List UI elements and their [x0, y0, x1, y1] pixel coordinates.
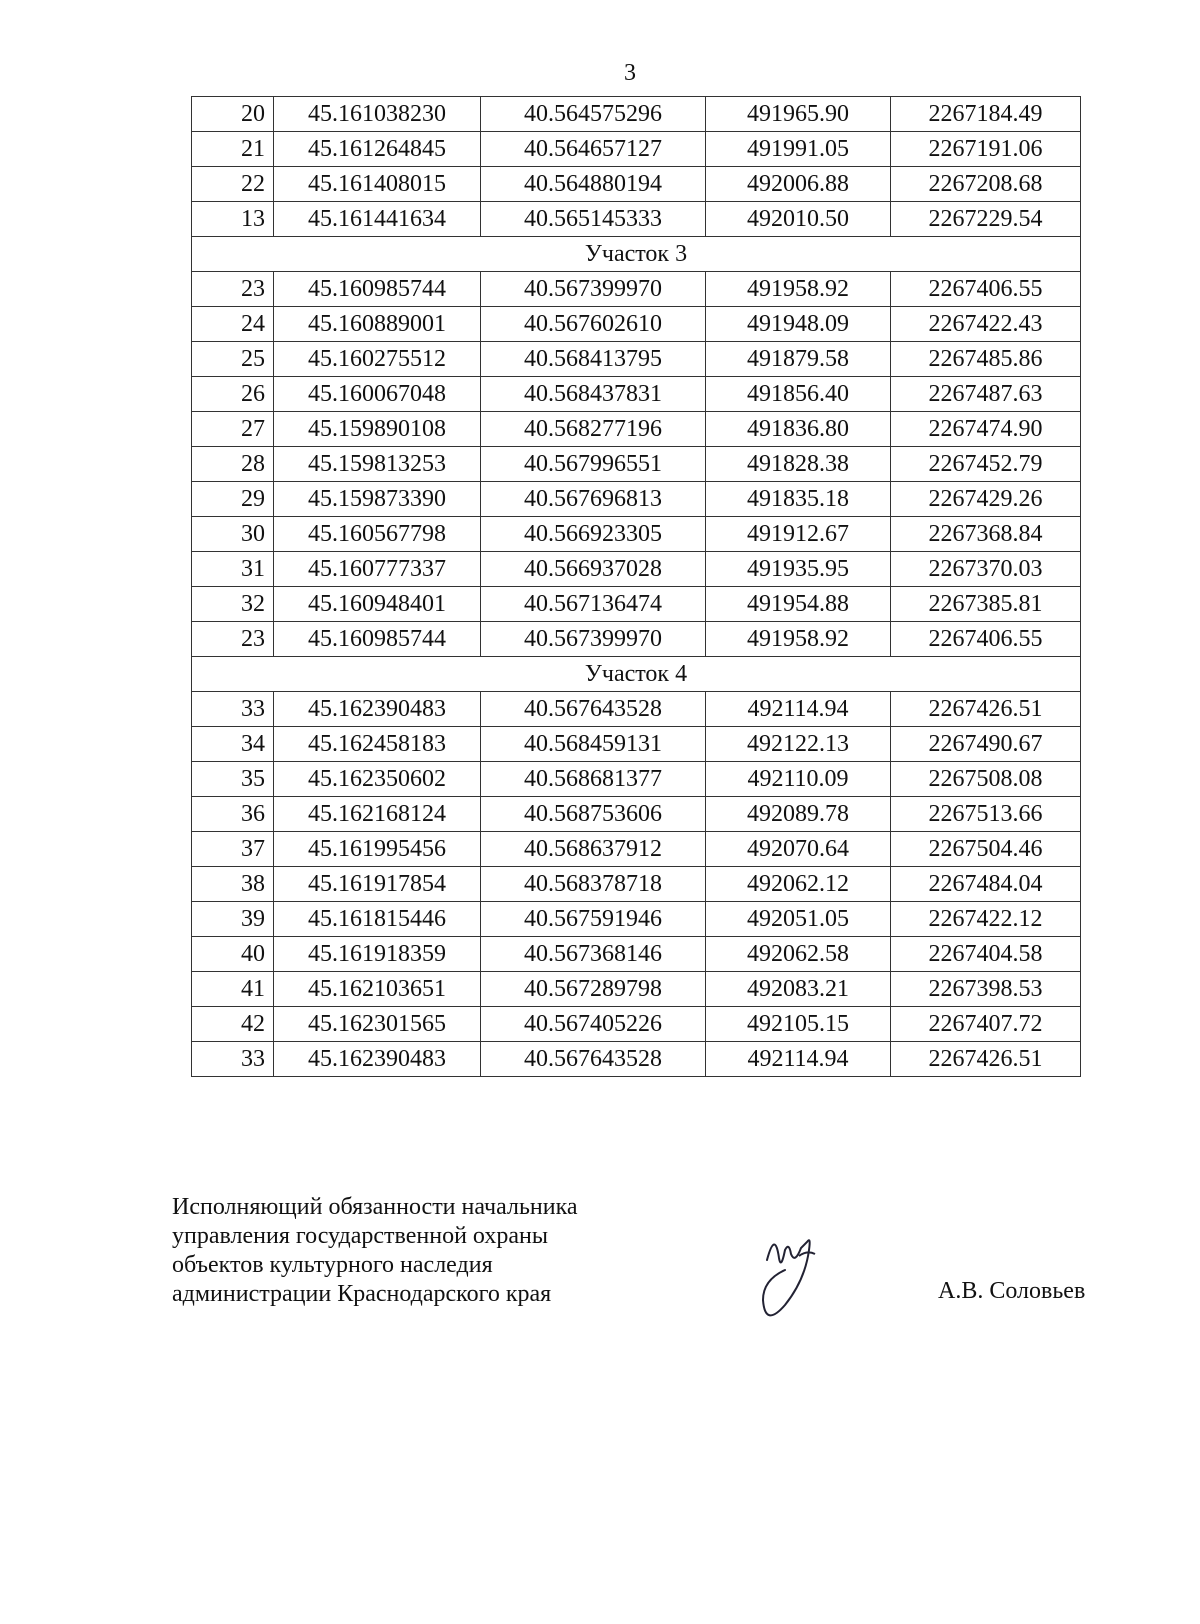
latitude: 45.159813253 [274, 447, 481, 482]
longitude: 40.567602610 [481, 307, 706, 342]
y-coordinate: 2267398.53 [891, 972, 1081, 1007]
section-header-row [192, 657, 1081, 692]
x-coordinate: 491836.80 [706, 412, 891, 447]
table-row [192, 1042, 1081, 1077]
longitude: 40.567996551 [481, 447, 706, 482]
table-row [192, 937, 1081, 972]
longitude: 40.566923305 [481, 517, 706, 552]
latitude: 45.160985744 [274, 622, 481, 657]
table-row [192, 447, 1081, 482]
point-number: 36 [192, 797, 274, 832]
longitude: 40.568459131 [481, 727, 706, 762]
y-coordinate: 2267422.43 [891, 307, 1081, 342]
latitude: 45.161264845 [274, 132, 481, 167]
table-row [192, 587, 1081, 622]
x-coordinate: 491991.05 [706, 132, 891, 167]
point-number: 29 [192, 482, 274, 517]
point-number: 21 [192, 132, 274, 167]
x-coordinate: 492062.58 [706, 937, 891, 972]
table-row [192, 97, 1081, 132]
longitude: 40.568277196 [481, 412, 706, 447]
table-row [192, 727, 1081, 762]
y-coordinate: 2267422.12 [891, 902, 1081, 937]
table-row [192, 832, 1081, 867]
y-coordinate: 2267385.81 [891, 587, 1081, 622]
longitude: 40.567643528 [481, 1042, 706, 1077]
longitude: 40.566937028 [481, 552, 706, 587]
point-number: 35 [192, 762, 274, 797]
latitude: 45.162103651 [274, 972, 481, 1007]
point-number: 38 [192, 867, 274, 902]
y-coordinate: 2267184.49 [891, 97, 1081, 132]
y-coordinate: 2267208.68 [891, 167, 1081, 202]
point-number: 30 [192, 517, 274, 552]
section-title: Участок 4 [192, 657, 1081, 692]
y-coordinate: 2267485.86 [891, 342, 1081, 377]
table-row [192, 867, 1081, 902]
latitude: 45.162350602 [274, 762, 481, 797]
longitude: 40.568437831 [481, 377, 706, 412]
y-coordinate: 2267452.79 [891, 447, 1081, 482]
latitude: 45.162301565 [274, 1007, 481, 1042]
section-title: Участок 3 [192, 237, 1081, 272]
longitude: 40.568681377 [481, 762, 706, 797]
point-number: 28 [192, 447, 274, 482]
latitude: 45.159873390 [274, 482, 481, 517]
point-number: 22 [192, 167, 274, 202]
latitude: 45.161038230 [274, 97, 481, 132]
position-line: администрации Краснодарского края [172, 1281, 552, 1307]
table-row [192, 1007, 1081, 1042]
x-coordinate: 491948.09 [706, 307, 891, 342]
table-row [192, 272, 1081, 307]
latitude: 45.161918359 [274, 937, 481, 972]
y-coordinate: 2267406.55 [891, 272, 1081, 307]
table-row [192, 972, 1081, 1007]
x-coordinate: 492051.05 [706, 902, 891, 937]
longitude: 40.567136474 [481, 587, 706, 622]
position-line: объектов культурного наследия [172, 1252, 493, 1278]
y-coordinate: 2267370.03 [891, 552, 1081, 587]
latitude: 45.159890108 [274, 412, 481, 447]
signer-name: А.В. Соловьев [938, 1278, 1086, 1304]
y-coordinate: 2267429.26 [891, 482, 1081, 517]
x-coordinate: 491965.90 [706, 97, 891, 132]
longitude: 40.567399970 [481, 622, 706, 657]
signature-position [172, 1193, 578, 1309]
x-coordinate: 492105.15 [706, 1007, 891, 1042]
table-row [192, 307, 1081, 342]
table-row [192, 622, 1081, 657]
latitude: 45.162390483 [274, 1042, 481, 1077]
latitude: 45.160275512 [274, 342, 481, 377]
table-row [192, 342, 1081, 377]
point-number: 37 [192, 832, 274, 867]
x-coordinate: 491856.40 [706, 377, 891, 412]
x-coordinate: 491958.92 [706, 272, 891, 307]
x-coordinate: 492070.64 [706, 832, 891, 867]
position-line: Исполняющий обязанности начальника [172, 1194, 578, 1220]
y-coordinate: 2267426.51 [891, 1042, 1081, 1077]
point-number: 20 [192, 97, 274, 132]
longitude: 40.564880194 [481, 167, 706, 202]
x-coordinate: 491879.58 [706, 342, 891, 377]
point-number: 23 [192, 622, 274, 657]
y-coordinate: 2267426.51 [891, 692, 1081, 727]
table-row [192, 902, 1081, 937]
x-coordinate: 491835.18 [706, 482, 891, 517]
x-coordinate: 491954.88 [706, 587, 891, 622]
point-number: 42 [192, 1007, 274, 1042]
table-row [192, 202, 1081, 237]
y-coordinate: 2267368.84 [891, 517, 1081, 552]
longitude: 40.564657127 [481, 132, 706, 167]
point-number: 33 [192, 692, 274, 727]
point-number: 40 [192, 937, 274, 972]
latitude: 45.161995456 [274, 832, 481, 867]
latitude: 45.160985744 [274, 272, 481, 307]
table-row [192, 762, 1081, 797]
longitude: 40.568413795 [481, 342, 706, 377]
longitude: 40.564575296 [481, 97, 706, 132]
latitude: 45.160889001 [274, 307, 481, 342]
longitude: 40.567591946 [481, 902, 706, 937]
longitude: 40.568753606 [481, 797, 706, 832]
longitude: 40.567368146 [481, 937, 706, 972]
longitude: 40.567289798 [481, 972, 706, 1007]
point-number: 25 [192, 342, 274, 377]
table-row [192, 797, 1081, 832]
longitude: 40.568378718 [481, 867, 706, 902]
point-number: 27 [192, 412, 274, 447]
table-row [192, 412, 1081, 447]
x-coordinate: 491935.95 [706, 552, 891, 587]
latitude: 45.160567798 [274, 517, 481, 552]
latitude: 45.162390483 [274, 692, 481, 727]
y-coordinate: 2267407.72 [891, 1007, 1081, 1042]
table-row [192, 167, 1081, 202]
y-coordinate: 2267504.46 [891, 832, 1081, 867]
point-number: 39 [192, 902, 274, 937]
y-coordinate: 2267229.54 [891, 202, 1081, 237]
x-coordinate: 492114.94 [706, 1042, 891, 1077]
point-number: 33 [192, 1042, 274, 1077]
latitude: 45.161815446 [274, 902, 481, 937]
x-coordinate: 492006.88 [706, 167, 891, 202]
y-coordinate: 2267191.06 [891, 132, 1081, 167]
point-number: 31 [192, 552, 274, 587]
position-line: управления государственной охраны [172, 1223, 548, 1249]
latitude: 45.160948401 [274, 587, 481, 622]
latitude: 45.160067048 [274, 377, 481, 412]
latitude: 45.162168124 [274, 797, 481, 832]
latitude: 45.162458183 [274, 727, 481, 762]
latitude: 45.161917854 [274, 867, 481, 902]
point-number: 41 [192, 972, 274, 1007]
handwritten-signature [755, 1220, 845, 1330]
x-coordinate: 492062.12 [706, 867, 891, 902]
x-coordinate: 492010.50 [706, 202, 891, 237]
y-coordinate: 2267404.58 [891, 937, 1081, 972]
longitude: 40.568637912 [481, 832, 706, 867]
point-number: 26 [192, 377, 274, 412]
x-coordinate: 492114.94 [706, 692, 891, 727]
x-coordinate: 492083.21 [706, 972, 891, 1007]
latitude: 45.161408015 [274, 167, 481, 202]
coordinates-table [191, 96, 1081, 1077]
x-coordinate: 492122.13 [706, 727, 891, 762]
latitude: 45.161441634 [274, 202, 481, 237]
point-number: 13 [192, 202, 274, 237]
y-coordinate: 2267487.63 [891, 377, 1081, 412]
y-coordinate: 2267484.04 [891, 867, 1081, 902]
x-coordinate: 491958.92 [706, 622, 891, 657]
table-row [192, 552, 1081, 587]
longitude: 40.567405226 [481, 1007, 706, 1042]
x-coordinate: 491828.38 [706, 447, 891, 482]
point-number: 24 [192, 307, 274, 342]
longitude: 40.567696813 [481, 482, 706, 517]
table-row [192, 132, 1081, 167]
y-coordinate: 2267406.55 [891, 622, 1081, 657]
latitude: 45.160777337 [274, 552, 481, 587]
point-number: 32 [192, 587, 274, 622]
longitude: 40.565145333 [481, 202, 706, 237]
table-row [192, 517, 1081, 552]
section-header-row [192, 237, 1081, 272]
x-coordinate: 492110.09 [706, 762, 891, 797]
x-coordinate: 492089.78 [706, 797, 891, 832]
longitude: 40.567399970 [481, 272, 706, 307]
page-number: 3 [624, 60, 636, 86]
x-coordinate: 491912.67 [706, 517, 891, 552]
longitude: 40.567643528 [481, 692, 706, 727]
table-row [192, 692, 1081, 727]
y-coordinate: 2267474.90 [891, 412, 1081, 447]
y-coordinate: 2267490.67 [891, 727, 1081, 762]
table-row [192, 482, 1081, 517]
point-number: 34 [192, 727, 274, 762]
point-number: 23 [192, 272, 274, 307]
table-row [192, 377, 1081, 412]
y-coordinate: 2267508.08 [891, 762, 1081, 797]
y-coordinate: 2267513.66 [891, 797, 1081, 832]
